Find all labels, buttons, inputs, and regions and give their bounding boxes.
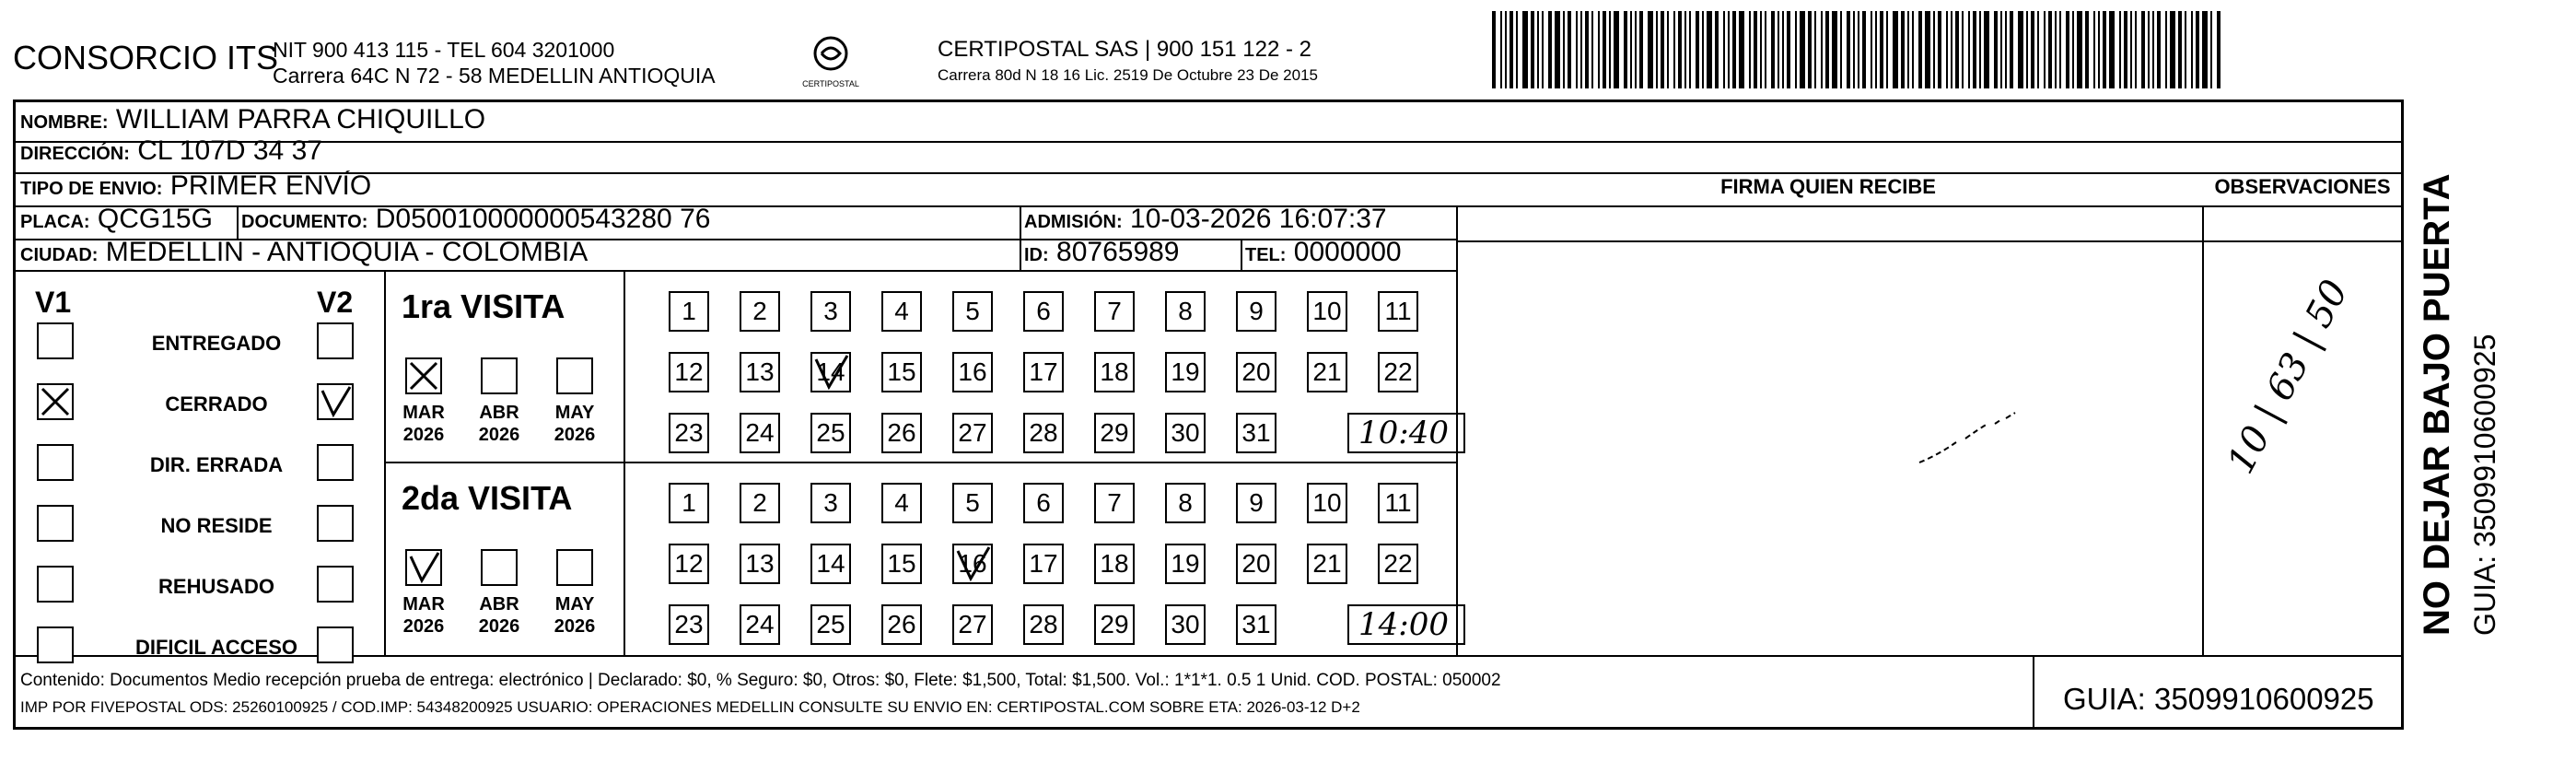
no-dejar-title: NO DEJAR BAJO PUERTA	[2417, 173, 2457, 636]
day-box[interactable]: 10	[1307, 291, 1347, 332]
v1-checkbox[interactable]	[37, 505, 74, 542]
day-box[interactable]: 6	[1023, 483, 1064, 523]
day-box[interactable]: 1	[669, 291, 709, 332]
day-box[interactable]: 24	[740, 604, 780, 645]
day-box[interactable]: 12	[669, 544, 709, 584]
company-info	[273, 37, 716, 88]
day-box[interactable]: 10	[1307, 483, 1347, 523]
day-box[interactable]: 14	[810, 352, 851, 392]
documento-label: DOCUMENTO:	[241, 212, 368, 232]
month-label	[473, 402, 525, 446]
v2-checkbox[interactable]	[317, 505, 354, 542]
v1-checkbox[interactable]	[37, 444, 74, 481]
day-box[interactable]: 5	[952, 291, 993, 332]
nombre-field	[20, 105, 485, 137]
day-box[interactable]: 29	[1094, 604, 1135, 645]
day-box[interactable]: 7	[1094, 483, 1135, 523]
day-box[interactable]: 31	[1236, 413, 1276, 453]
day-box[interactable]: 20	[1236, 544, 1276, 584]
admision-value: 10-03-2026 16:07:37	[1130, 204, 1387, 234]
direccion-field	[20, 136, 322, 169]
day-box[interactable]: 20	[1236, 352, 1276, 392]
certipostal-logo-icon	[799, 33, 862, 94]
ciudad-label: CIUDAD:	[20, 245, 99, 265]
footer-imp: IMP POR FIVEPOSTAL ODS: 25260100925 / COD.IMP: 54348200925 USUARIO: OPERACIONES MEDELLIN CONSULTE SU ENVIO EN: CERTIPOSTAL.COM SOBRE ETA: 2026-03-12 D+2	[20, 698, 1360, 716]
certipostal-address: Carrera 80d N 18 16 Lic. 2519 De Octubre 23 De 2015	[938, 66, 1318, 84]
direccion-value: CL 107D 34 37	[137, 135, 322, 166]
day-box[interactable]: 27	[952, 413, 993, 453]
observaciones-handwriting: 10 | 63 | 50	[2220, 273, 2357, 481]
day-box[interactable]: 3	[810, 291, 851, 332]
tel-field	[1245, 238, 1402, 270]
month-year: 2026	[478, 425, 520, 445]
status-label: DIR. ERRADA	[149, 453, 284, 476]
observaciones-header: OBSERVACIONES	[2214, 175, 2391, 198]
day-box[interactable]: 26	[881, 413, 922, 453]
documento-field	[241, 205, 710, 237]
footer-contenido: Contenido: Documentos Medio recepción prueba de entrega: electrónico | Declarado: $0, % Seguro: $0, Otros: $0, Flete: $1,500, Total: $1,500. Vol.: 1*1*1. 0.5 1 Unid. COD. POSTAL: 050002	[20, 671, 1501, 690]
day-box[interactable]: 8	[1165, 483, 1206, 523]
v1-checkbox[interactable]	[37, 566, 74, 603]
day-box[interactable]: 8	[1165, 291, 1206, 332]
v2-checkbox[interactable]	[317, 626, 354, 663]
v2-checkbox[interactable]	[317, 444, 354, 481]
day-box[interactable]: 23	[669, 604, 709, 645]
v2-header: V2	[317, 286, 354, 319]
month-checkbox[interactable]	[556, 357, 593, 394]
tipo-envio-value: PRIMER ENVÍO	[169, 170, 372, 201]
tipo-envio-label: TIPO DE ENVIO:	[20, 179, 163, 199]
nombre-value: WILLIAM PARRA CHIQUILLO	[115, 104, 486, 135]
day-box[interactable]: 19	[1165, 544, 1206, 584]
day-box[interactable]: 2	[740, 291, 780, 332]
direccion-label: DIRECCIÓN:	[20, 144, 130, 164]
day-box[interactable]: 15	[881, 544, 922, 584]
day-box[interactable]: 15	[881, 352, 922, 392]
status-label: REHUSADO	[158, 575, 274, 598]
v1-header: V1	[35, 286, 72, 319]
month-name: MAY	[554, 594, 595, 615]
day-box[interactable]: 21	[1307, 544, 1347, 584]
month-checkbox[interactable]	[405, 549, 442, 586]
month-name: ABR	[479, 594, 519, 615]
month-year: 2026	[554, 616, 596, 637]
day-box[interactable]: 28	[1023, 413, 1064, 453]
v2-checkbox[interactable]	[317, 322, 354, 359]
certipostal-line: CERTIPOSTAL SAS | 900 151 122 - 2	[938, 37, 1311, 62]
month-checkbox[interactable]	[481, 549, 518, 586]
ciudad-value: MEDELLIN - ANTIOQUIA - COLOMBIA	[105, 237, 589, 267]
day-box[interactable]: 31	[1236, 604, 1276, 645]
v1-checkbox[interactable]	[37, 322, 74, 359]
tipo-envio-field	[20, 171, 371, 204]
day-box[interactable]: 13	[740, 352, 780, 392]
day-box[interactable]: 5	[952, 483, 993, 523]
month-label	[549, 593, 600, 638]
placa-label: PLACA:	[20, 212, 90, 232]
signature-scribble	[1916, 405, 2026, 470]
day-box[interactable]: 18	[1094, 544, 1135, 584]
placa-field	[20, 205, 213, 237]
day-box[interactable]: 26	[881, 604, 922, 645]
month-year: 2026	[478, 616, 520, 637]
month-year: 2026	[402, 425, 445, 445]
month-year: 2026	[402, 616, 445, 637]
v1-checkbox[interactable]	[37, 383, 74, 420]
day-box[interactable]: 11	[1378, 291, 1418, 332]
day-box[interactable]: 24	[740, 413, 780, 453]
day-box[interactable]: 19	[1165, 352, 1206, 392]
day-box[interactable]: 2	[740, 483, 780, 523]
id-value: 80765989	[1056, 237, 1180, 267]
day-box[interactable]: 29	[1094, 413, 1135, 453]
month-name: MAY	[554, 403, 595, 423]
day-box[interactable]: 27	[952, 604, 993, 645]
month-name: ABR	[479, 403, 519, 423]
documento-value: D050010000000543280 76	[375, 204, 711, 234]
month-label	[398, 593, 449, 638]
barcode	[1492, 11, 2226, 88]
tel-label: TEL:	[1245, 245, 1287, 265]
day-box[interactable]: 25	[810, 413, 851, 453]
month-name: MAR	[402, 403, 445, 423]
day-box[interactable]: 13	[740, 544, 780, 584]
day-box[interactable]: 9	[1236, 483, 1276, 523]
month-year: 2026	[554, 425, 596, 445]
id-field	[1024, 238, 1180, 270]
id-label: ID:	[1024, 245, 1049, 265]
day-box[interactable]: 12	[669, 352, 709, 392]
day-box[interactable]: 17	[1023, 544, 1064, 584]
day-box[interactable]: 4	[881, 483, 922, 523]
status-label: NO RESIDE	[160, 514, 273, 537]
status-label: CERRADO	[165, 392, 268, 416]
tel-value: 0000000	[1293, 237, 1402, 267]
day-check-mark	[810, 352, 851, 392]
day-box[interactable]: 1	[669, 483, 709, 523]
footer-guia: GUIA: 3509910600925	[2063, 682, 2374, 716]
company-name: CONSORCIO ITS	[13, 39, 279, 76]
side-guia: GUIA: 3509910600925	[2468, 334, 2501, 636]
month-checkbox[interactable]	[556, 549, 593, 586]
admision-field	[1024, 205, 1387, 237]
v2-checkbox[interactable]	[317, 383, 354, 420]
month-checkbox[interactable]	[405, 357, 442, 394]
day-box[interactable]: 3	[810, 483, 851, 523]
certipostal-logo	[799, 33, 862, 94]
nit-line: NIT 900 413 115 - TEL 604 3201000	[273, 38, 615, 62]
month-label	[549, 402, 600, 446]
day-box[interactable]: 30	[1165, 413, 1206, 453]
day-box[interactable]: 17	[1023, 352, 1064, 392]
day-check-mark	[952, 544, 993, 584]
status-label: ENTREGADO	[151, 332, 282, 355]
firma-header: FIRMA QUIEN RECIBE	[1720, 175, 1936, 198]
month-label	[473, 593, 525, 638]
v1-checkbox[interactable]	[37, 626, 74, 663]
day-box[interactable]: 6	[1023, 291, 1064, 332]
nombre-label: NOMBRE:	[20, 112, 109, 133]
v2-checkbox[interactable]	[317, 566, 354, 603]
day-box[interactable]: 22	[1378, 352, 1418, 392]
day-box[interactable]: 7	[1094, 291, 1135, 332]
placa-value: QCG15G	[97, 204, 213, 234]
handwritten-time: 14:00	[1358, 606, 1449, 643]
day-box[interactable]: 18	[1094, 352, 1135, 392]
admision-label: ADMISIÓN:	[1024, 212, 1123, 232]
day-box[interactable]: 30	[1165, 604, 1206, 645]
svg-text:CERTIPOSTAL: CERTIPOSTAL	[802, 79, 859, 88]
month-checkbox[interactable]	[481, 357, 518, 394]
day-box[interactable]: 23	[669, 413, 709, 453]
day-box[interactable]: 16	[952, 352, 993, 392]
day-box[interactable]: 4	[881, 291, 922, 332]
visit-title: 1ra VISITA	[402, 287, 565, 325]
day-box[interactable]: 16	[952, 544, 993, 584]
day-box[interactable]: 21	[1307, 352, 1347, 392]
day-box[interactable]: 14	[810, 544, 851, 584]
day-box[interactable]: 22	[1378, 544, 1418, 584]
status-label: DIFICIL ACCESO	[134, 636, 297, 659]
address-line: Carrera 64C N 72 - 58 MEDELLIN ANTIOQUIA	[273, 64, 716, 88]
day-box[interactable]: 11	[1378, 483, 1418, 523]
visit-title: 2da VISITA	[402, 479, 573, 517]
month-name: MAR	[402, 594, 445, 615]
day-box[interactable]: 25	[810, 604, 851, 645]
certipostal-info	[938, 37, 1318, 88]
handwritten-time: 10:40	[1358, 415, 1449, 451]
day-box[interactable]: 9	[1236, 291, 1276, 332]
month-label	[398, 402, 449, 446]
day-box[interactable]: 28	[1023, 604, 1064, 645]
ciudad-field	[20, 238, 588, 270]
